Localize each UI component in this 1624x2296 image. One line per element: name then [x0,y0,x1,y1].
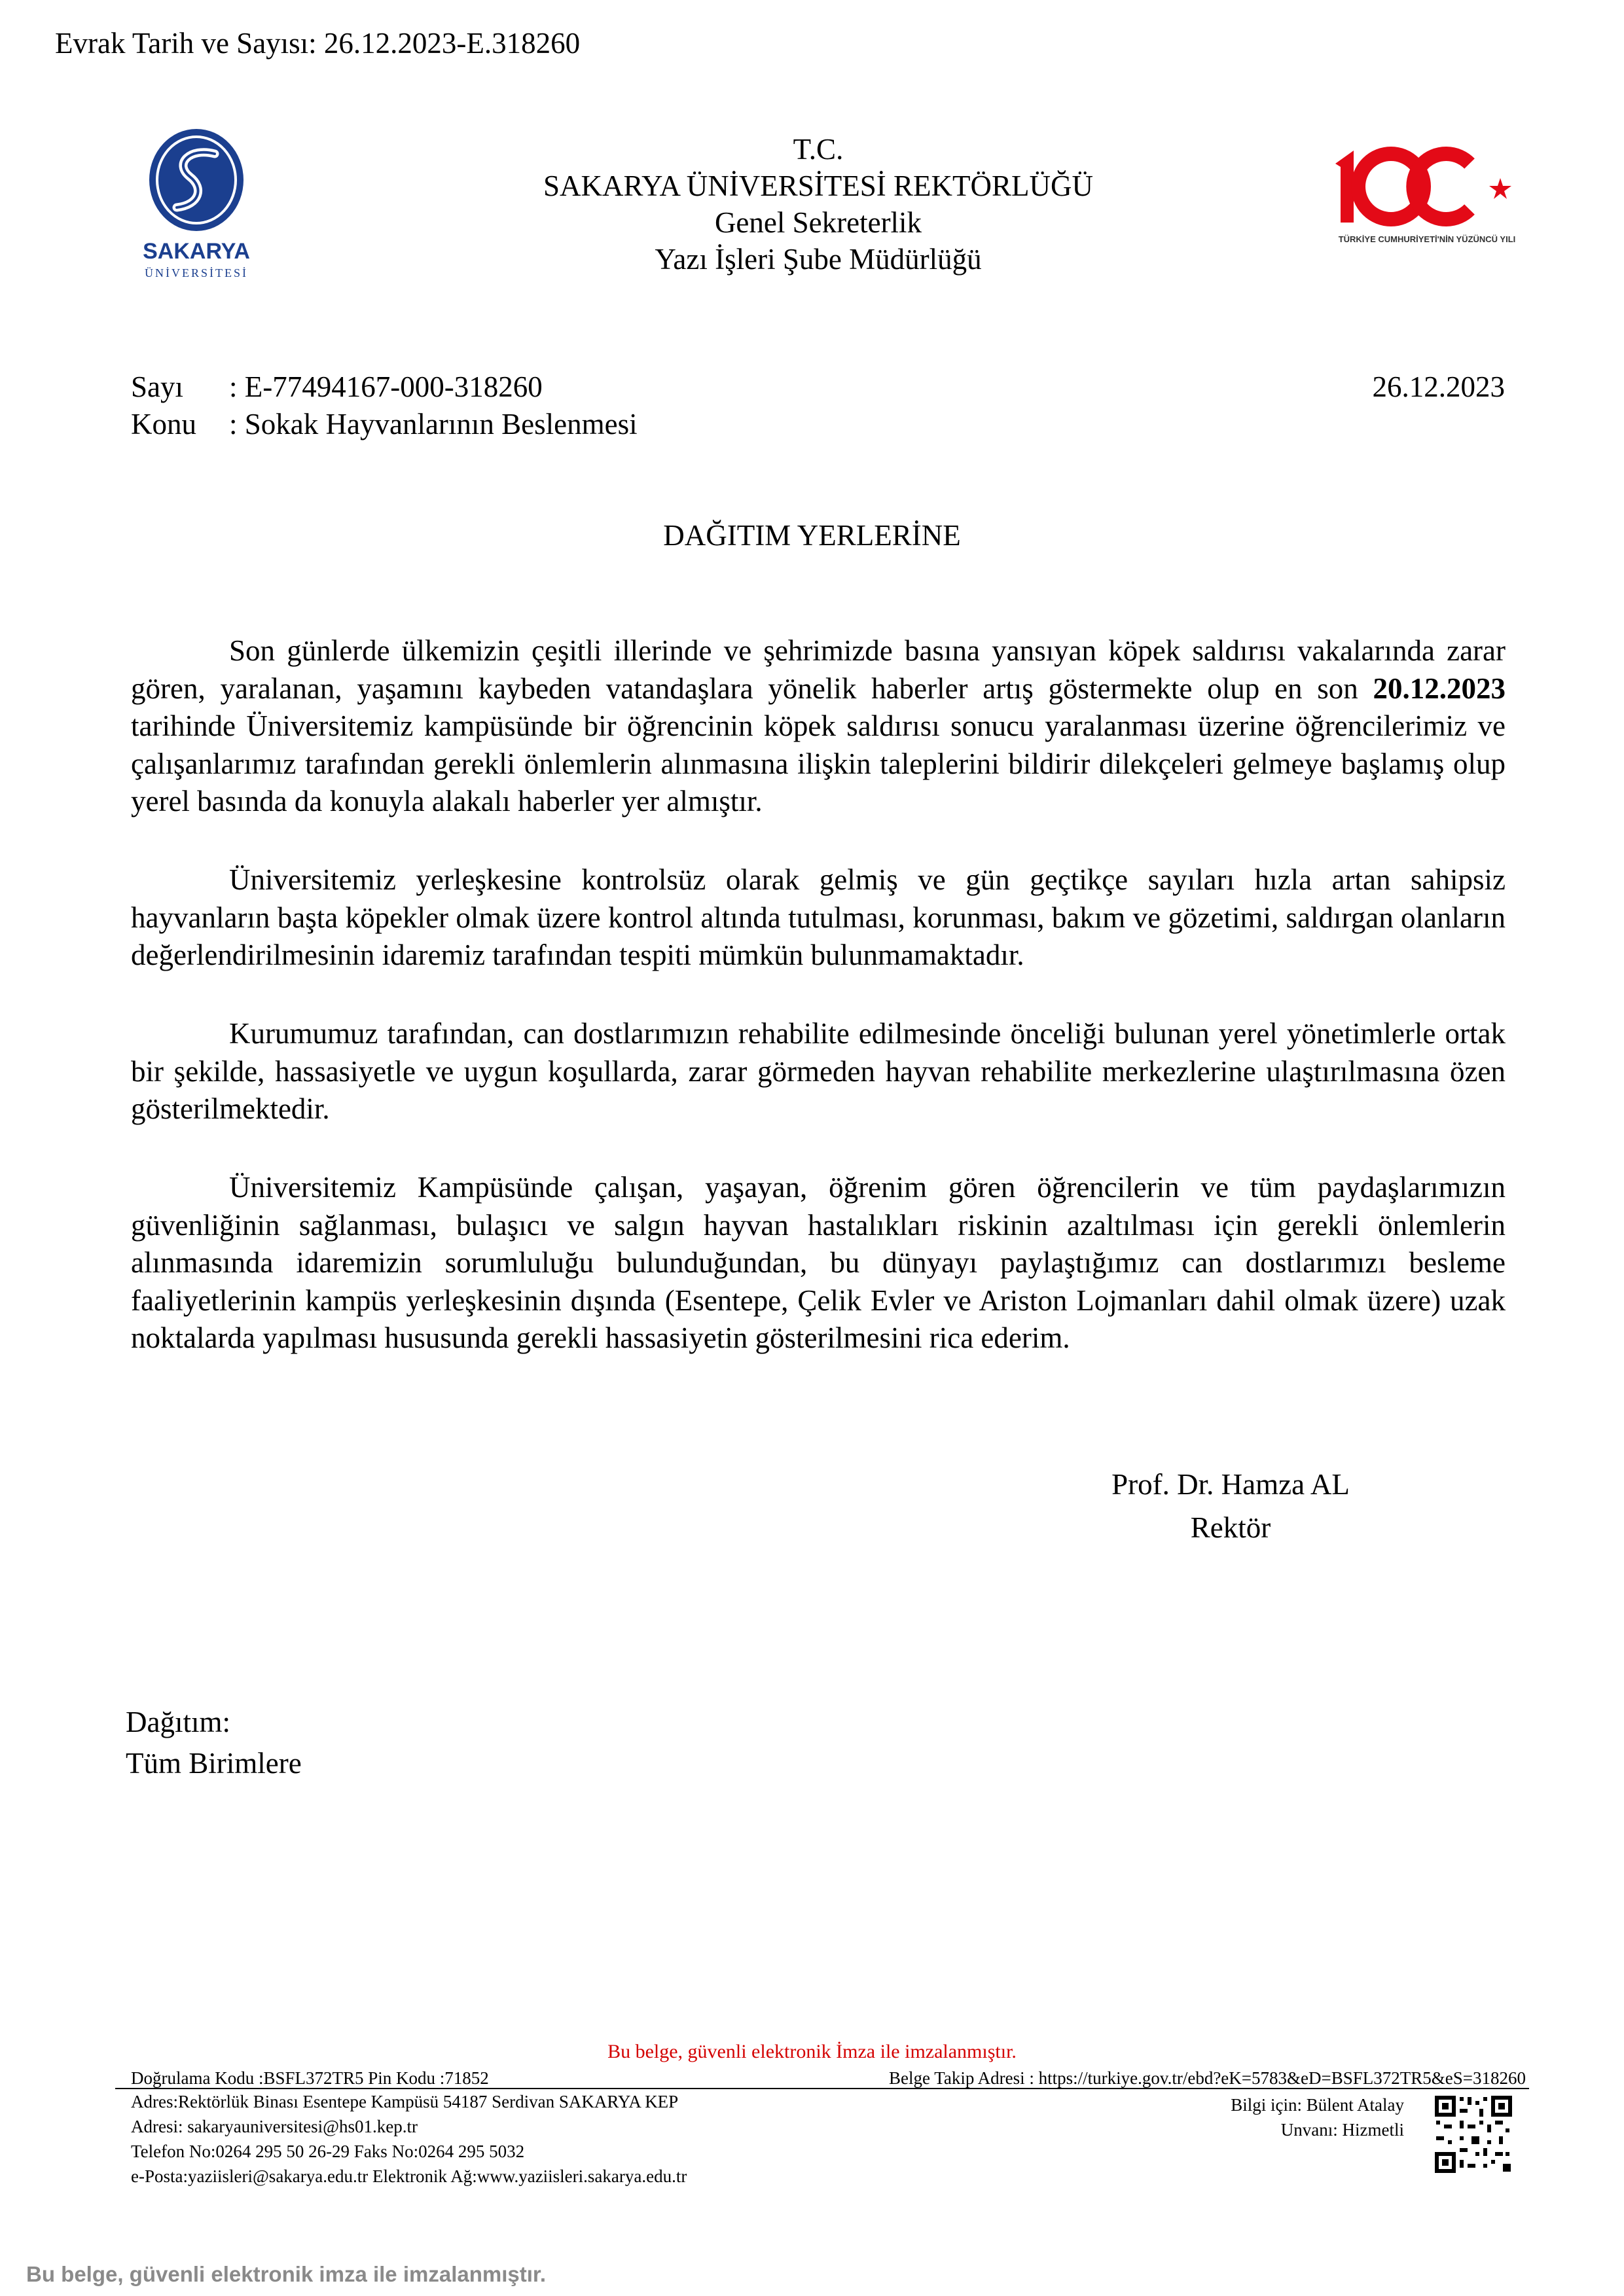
sayi-label: Sayı [131,370,184,403]
centenary-caption: TÜRKİYE CUMHURİYETİ'NİN YÜZÜNCÜ YILI [1338,234,1516,244]
info-person: Bilgi için: Bülent Atalay [1231,2095,1404,2115]
paragraph-3: Kurumumuz tarafından, can dostlarımızın rehabilite edilmesinde önceliği bulunan yerel yönetimlerle ortak bir şekilde, hassasiyetle ve uygun koşullarda, zarar görmeden hayvan rehabilite merkezlerine ulaştırılmasına özen gösterilmektedir. [131,1017,1506,1125]
document-date-number: Evrak Tarih ve Sayısı: 26.12.2023-E.318260 [55,27,581,60]
signature-block [1074,1463,1388,1549]
signatory-name: Prof. Dr. Hamza AL [1111,1468,1350,1501]
letterhead [458,131,1178,278]
letterhead-line-3: Genel Sekreterlik [714,206,922,239]
info-title: Unvanı: Hizmetli [1280,2120,1404,2140]
konu-value: : Sokak Hayvanlarının Beslenmesi [229,408,638,440]
address-line-4: e-Posta:yaziisleri@sakarya.edu.tr Elektronik Ağ:www.yaziisleri.sakarya.edu.tr [131,2166,687,2186]
distribution-value: Tüm Birimlere [126,1747,302,1780]
sayi-row [131,370,543,404]
paragraph-2: Üniversitemiz yerleşkesine kontrolsüz olarak gelmiş ve gün geçtikçe sayıları hızla artan sahipsiz hayvanların başta köpekler olmak üzere kontrol altında tutulması, korunması, bakım ve gözetimi, saldırgan olanların değerlendirilmesinin idaremiz tarafından tespiti mümkün bulunmamaktadır. [131,863,1506,971]
centenary-emblem-icon [1329,137,1525,255]
letterhead-line-1: T.C. [793,133,844,166]
sayi-value: : E-77494167-000-318260 [229,370,543,403]
paragraph-1-date: 20.12.2023 [1373,672,1506,705]
contact-info [1178,2092,1404,2142]
addressee: DAĞITIM YERLERİNE [663,519,961,552]
e-signature-watermark: Bu belge, güvenli elektronik imza ile imzalanmıştır. [26,2262,547,2286]
letterhead-line-4: Yazı İşleri Şube Müdürlüğü [655,243,982,276]
address-line-1: Adres:Rektörlük Binası Esentepe Kampüsü 54187 Serdivan SAKARYA KEP [131,2092,679,2111]
letter-date: 26.12.2023 [1372,370,1505,403]
university-logo-name: SAKARYA [143,239,250,264]
konu-row [131,407,638,441]
university-logo [131,128,262,285]
qr-code-icon [1434,2094,1513,2174]
tracking-address: Belge Takip Adresi : https://turkiye.gov.tr/ebd?eK=5783&eD=BSFL372TR5&eS=318260 [889,2068,1526,2088]
footer-address [131,2089,687,2189]
address-line-2: Adresi: sakaryauniversitesi@hs01.kep.tr [131,2117,418,2136]
paragraph-1 [131,632,1506,821]
verification-code: Doğrulama Kodu :BSFL372TR5 Pin Kodu :71852 [131,2068,489,2088]
sakarya-emblem-icon [131,128,262,285]
letterhead-line-2: SAKARYA ÜNİVERSİTESİ REKTÖRLÜĞÜ [543,170,1094,202]
distribution-block [126,1702,302,1784]
university-logo-sub: ÜNİVERSİTESİ [145,266,248,279]
address-line-3: Telefon No:0264 295 50 26-29 Faks No:0264 295 5032 [131,2142,525,2161]
e-signature-notice: Bu belge, güvenli elektronik İmza ile imzalanmıştır. [607,2041,1017,2062]
paragraph-1-start: Son günlerde ülkemizin çeşitli illerinde ve şehrimizde basına yansıyan köpek saldırısı vakalarında zarar gören, yaralanan, yaşamını kaybeden vatandaşlara yönelik haberler artış göstermekte olup en son [131,634,1506,705]
centenary-logo [1329,137,1525,255]
distribution-label: Dağıtım: [126,1706,230,1738]
signatory-title: Rektör [1190,1511,1271,1544]
paragraph-1-end: tarihinde Üniversitemiz kampüsünde bir öğrencinin köpek saldırısı sonucu yaralanması üzerine öğrencilerimiz ve çalışanlarımız tarafından gerekli önlemlerin alınmasına ilişkin taleplerini bildirir dilekçeleri gelmeye başlamış olup yerel basında da konuyla alakalı haberler yer almıştır. [131,709,1506,817]
paragraph-4: Üniversitemiz Kampüsünde çalışan, yaşayan, öğrenim gören öğrencilerin ve tüm paydaşlarımızın güvenliğinin sağlanması, bulaşıcı ve salgın hayvan hastalıkları riskinin azaltılması için gerekli önlemlerin alınmasında idaremizin sorumluluğu bulunduğundan, bu dünyayı paylaştığımız can dostlarımızı besleme faaliyetlerinin kampüs yerleşkesinin dışında (Esentepe, Çelik Evler ve Ariston Lojmanları dahil olmak üzere) uzak noktalarda yapılması hususunda gerekli hassasiyetin gösterilmesini rica ederim. [131,1171,1506,1354]
konu-label: Konu [131,408,196,440]
